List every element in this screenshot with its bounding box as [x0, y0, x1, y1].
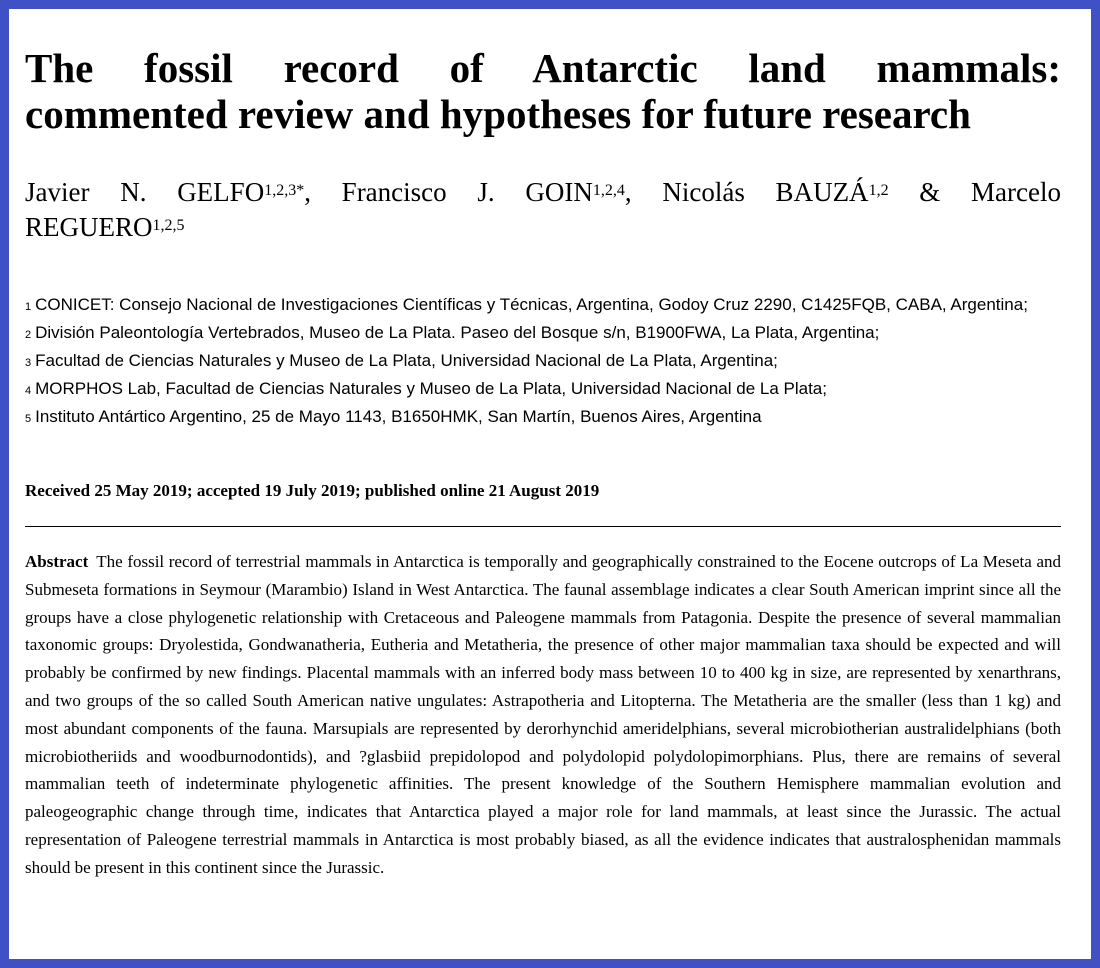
abstract-heading: Abstract — [25, 552, 89, 571]
author-name: & Marcelo — [888, 177, 1061, 207]
affiliation-number: 5 — [25, 413, 32, 425]
author-list — [25, 175, 1061, 245]
affiliation-list — [25, 291, 1061, 431]
affiliation-text: Instituto Antártico Argentino, 25 de Mayo 1143, B1650HMK, San Martín, Buenos Aires, Argentina — [35, 407, 762, 426]
affiliation-item — [25, 375, 1061, 403]
author-affiliation-marks: 1,2,5 — [152, 217, 185, 234]
abstract — [25, 548, 1061, 882]
author-affiliation-marks: 1,2 — [868, 182, 889, 199]
author-name: , Nicolás BAUZÁ — [624, 177, 869, 207]
affiliation-text: División Paleontología Vertebrados, Museo de La Plata. Paseo del Bosque s/n, B1900FWA, La Plata, Argentina; — [35, 323, 880, 342]
title-line-2: commented review and hypotheses for future research — [25, 91, 971, 137]
affiliation-item — [25, 403, 1061, 431]
title-line-1: The fossil record of Antarctic land mammals: — [25, 45, 1061, 91]
author-name: REGUERO — [25, 212, 153, 242]
affiliation-text: Facultad de Ciencias Naturales y Museo de La Plata, Universidad Nacional de La Plata, Argentina; — [35, 351, 778, 370]
affiliation-item — [25, 347, 1061, 375]
paper-title — [25, 45, 1061, 137]
abstract-body: The fossil record of terrestrial mammals in Antarctica is temporally and geographically constrained to the Eocene outcrops of La Meseta and Submeseta formations in Seymour (Marambio) Island in West Antarctica. The faunal assemblage indicates a clear South American imprint since all the groups have a close phylogenetic relationship with Cretaceous and Paleogene mammals from Patagonia. Despite the presence of several mammalian taxonomic groups: Dryolestida, Gondwanatheria, Eutheria and Metatheria, the presence of other major mammalian taxa should be expected and will probably be confirmed by new findings. Placental mammals with an inferred body mass between 10 to 400 kg in size, are represented by xenarthrans, and two groups of the so called South American native ungulates: Astrapotheria and Litopterna. The Metatheria are the smaller (less than 1 kg) and most abundant components of the fauna. Marsupials are represented by derorhynchid ameridelphians, several microbiotherian australidelphians (both microbiotheriids and woodburnodontids), and ?glasbiid prepidolopod and polydolopid polydolopimorphians. Plus, there are remains of several mammalian teeth of indeterminate phylogenetic affinities. The present knowledge of the Southern Hemisphere mammalian evolution and paleogeographic change through time, indicates that Antarctica played a major role for land mammals, at least since the Jurassic. The actual representation of Paleogene terrestrial mammals in Antarctica is most probably biased, as all the evidence indicates that australosphenidan mammals should be present in this continent since the Jurassic. — [25, 552, 1061, 877]
author-line-2 — [25, 212, 185, 242]
affiliation-text: CONICET: Consejo Nacional de Investigaciones Científicas y Técnicas, Argentina, Godoy Cruz 2290, C1425FQB, CABA, Argentina; — [35, 295, 1028, 314]
affiliation-number: 4 — [25, 385, 32, 397]
author-name: Javier N. GELFO — [25, 177, 265, 207]
affiliation-text: MORPHOS Lab, Facultad de Ciencias Naturales y Museo de La Plata, Universidad Nacional de La Plata; — [35, 379, 827, 398]
affiliation-number: 3 — [25, 357, 32, 369]
author-affiliation-marks: 1,2,3* — [264, 182, 305, 199]
publication-dates: Received 25 May 2019; accepted 19 July 2019; published online 21 August 2019 — [25, 481, 600, 500]
section-divider — [25, 526, 1061, 527]
affiliation-item — [25, 319, 1061, 347]
affiliation-item — [25, 291, 1061, 319]
author-line-1 — [25, 175, 1061, 210]
affiliation-number: 2 — [25, 329, 32, 341]
paper-page — [9, 9, 1091, 959]
author-name: , Francisco J. GOIN — [304, 177, 593, 207]
affiliation-number: 1 — [25, 301, 32, 313]
author-affiliation-marks: 1,2,4 — [592, 182, 625, 199]
